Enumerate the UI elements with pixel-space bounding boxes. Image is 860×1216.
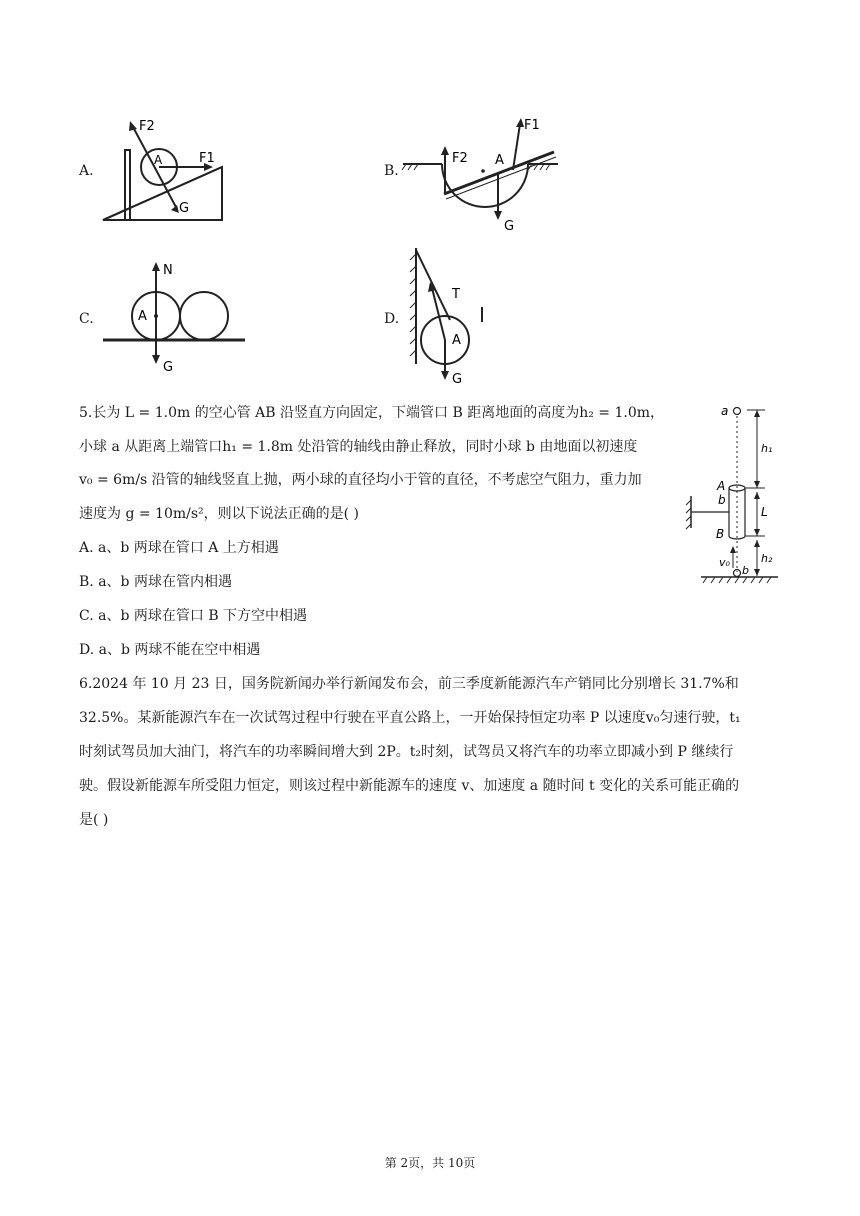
- q6-line-2: 32.5%。某新能源汽车在一次试驾过程中行驶在平直公路上，一开始保持恒定功率 P 以速度v₀匀速行驶，t₁: [79, 710, 741, 726]
- q6-number: 6.: [79, 676, 93, 692]
- label-g: G: [504, 219, 515, 234]
- q5-line-4: 速度为 g = 10m/s²，则以下说法正确的是( ): [79, 506, 360, 522]
- label-g: G: [179, 201, 190, 216]
- label-b-ball: b: [742, 564, 749, 577]
- label-h1: h₁: [761, 442, 773, 455]
- label-f1: F1: [199, 151, 215, 166]
- option-c-label: C.: [79, 311, 94, 327]
- q6-line-5: 是( ): [79, 812, 109, 828]
- label-t: T: [452, 287, 460, 302]
- label-tube-b: B: [716, 527, 725, 541]
- q5-line-2: 小球 a 从距离上端管口h₁ = 1.8m 处沿管的轴线由静止释放，同时小球 b 由地面以初速度: [79, 439, 638, 455]
- label-v0: v₀: [719, 556, 730, 569]
- label-f1: F1: [524, 118, 540, 133]
- label-l: L: [761, 505, 768, 519]
- q6-line-1: 6.2024 年 10 月 23 日，国务院新闻办举行新闻发布会，前三季度新能源汽车产销同比分别增长 31.7%和: [79, 676, 739, 692]
- figure-q5-tube: [683, 400, 783, 592]
- label-tube-a: A: [717, 479, 726, 493]
- label-a: A: [452, 333, 461, 348]
- q6-line-3: 时刻试驾员加大油门，将汽车的功率瞬间增大到 2P。t₂时刻，试驾员又将汽车的功率立即减小到 P 继续行: [79, 744, 734, 760]
- q5-choice-d: D. a、b 两球不能在空中相遇: [79, 642, 261, 658]
- figure-option-a: [95, 112, 235, 227]
- label-a: A: [154, 153, 163, 167]
- label-g: G: [452, 372, 463, 386]
- label-g: G: [163, 360, 174, 375]
- label-a: A: [138, 309, 147, 324]
- label-b-top: b: [718, 493, 726, 507]
- option-d-label: D.: [384, 311, 400, 327]
- option-b-label: B.: [384, 163, 399, 179]
- q5-line-1: 5.长为 L = 1.0m 的空心管 AB 沿竖直方向固定，下端管口 B 距离地面的高度为h₂ = 1.0m，: [79, 405, 665, 421]
- q6-line-4: 驶。假设新能源车所受阻力恒定，则该过程中新能源车的速度 v、加速度 a 随时间 t 变化的关系可能正确的: [79, 778, 740, 794]
- figure-option-d: [402, 244, 502, 386]
- q5-choice-a: A. a、b 两球在管口 A 上方相遇: [79, 540, 279, 556]
- label-f2: F2: [452, 151, 468, 166]
- label-a: A: [495, 153, 504, 168]
- figure-option-c: [100, 258, 250, 378]
- q5-choice-c: C. a、b 两球在管口 B 下方空中相遇: [79, 608, 308, 624]
- q5-choice-b: B. a、b 两球在管内相遇: [79, 574, 232, 590]
- q5-line-3: v₀ = 6m/s 沿管的轴线竖直上抛，两小球的直径均小于管的直径，不考虑空气阻力，重力加: [79, 472, 642, 488]
- label-a-ball: a: [721, 404, 729, 418]
- label-n: N: [163, 263, 173, 278]
- label-h2: h₂: [761, 552, 773, 565]
- figure-option-b: [400, 112, 570, 237]
- label-f2: F2: [139, 119, 155, 134]
- option-a-label: A.: [79, 163, 94, 179]
- page-footer: 第 2页，共 10页: [384, 1156, 476, 1170]
- q5-number: 5.: [79, 405, 93, 421]
